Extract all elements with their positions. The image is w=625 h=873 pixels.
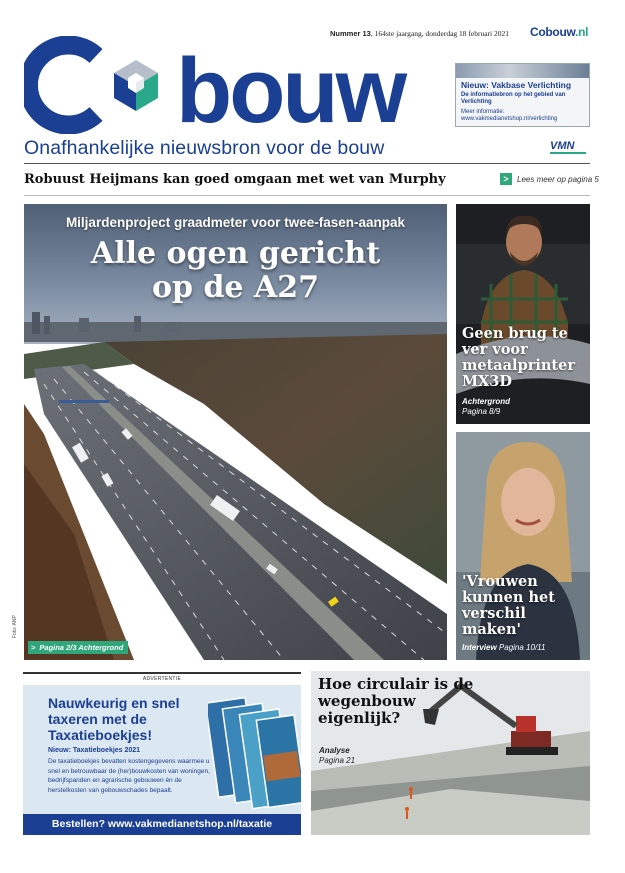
side-story-2-meta: Interview Pagina 10/11: [462, 643, 546, 652]
header-ad[interactable]: [455, 63, 590, 127]
main-story-kicker: Miljardenproject graadmeter voor twee-fasen-aanpak: [65, 215, 406, 230]
circular-road-story[interactable]: [311, 671, 590, 835]
side-story-mx3d[interactable]: [456, 204, 590, 424]
strip-read-more[interactable]: > Lees meer op pagina 5: [500, 173, 599, 185]
header-ad-subtitle: De informatiebron op het gebied van Verlichting: [461, 92, 566, 105]
taxatie-ad-body: De taxatieboekjes bevatten kostengegevens waarmee u snel en betrouwbaar de (her)bouwkosten van woningen, bedrijfspanden en agrarische gebouwen én de herstelkosten van gebouwschades bepaalt.: [48, 758, 210, 794]
header-ad-info: Meer informatie: www.vakmedianetshop.nl/verlichting: [461, 109, 558, 122]
side-story-interview[interactable]: [456, 432, 590, 660]
circular-road-meta: Analyse Pagina 21: [319, 746, 356, 765]
taxatie-ad-subhead: Nieuw: Taxatieboekjes 2021: [48, 747, 141, 754]
small-logo[interactable]: Cobouw.nl: [530, 25, 589, 39]
header-ad-title: Nieuw: Vakbase Verlichting: [461, 80, 572, 90]
main-story-title: Alle ogen gericht op de A27: [90, 236, 381, 305]
svg-text:VMN: VMN: [550, 140, 575, 152]
side-story-1-meta: Achtergrond Pagina 8/9: [462, 397, 510, 416]
issue-number: Nummer 13: [330, 29, 371, 38]
svg-text:bouw: bouw: [176, 40, 405, 134]
taxatie-ad[interactable]: [23, 685, 301, 835]
masthead-rule: [24, 163, 590, 164]
vmn-logo: [548, 138, 588, 158]
main-story[interactable]: [24, 204, 447, 660]
arrow-right-icon: >: [31, 643, 36, 652]
taxatie-ad-headline: Nauwkeurig en snel taxeren met de Taxatieboekjes!: [48, 695, 180, 743]
side-story-1-title: Geen brug te ver voor metaalprinter MX3D: [462, 325, 575, 390]
side-photo-man: [456, 204, 590, 424]
main-story-page-tag[interactable]: > Pagina 2/3 Achtergrond: [28, 641, 128, 654]
booklets-image: [208, 687, 301, 812]
side-story-2-title: 'Vrouwen kunnen het verschil maken': [462, 573, 555, 638]
strip-headline[interactable]: Robuust Heijmans kan goed omgaan met wet van Murphy: [24, 172, 446, 187]
tagline: Onafhankelijke nieuwsbron voor de bouw: [24, 137, 385, 159]
arrow-right-icon: >: [500, 173, 512, 185]
advertisement-label: ADVERTENTIE: [23, 672, 301, 682]
photo-credit: Foto: ANP: [12, 615, 18, 638]
cobouw-logo: [24, 36, 454, 134]
header-ad-image: [456, 64, 589, 78]
circular-road-title: Hoe circulair is de wegenbouw eigenlijk?: [318, 675, 474, 727]
taxatie-order-link[interactable]: Bestellen? www.vakmedianetshop.nl/taxatie: [23, 814, 301, 835]
issue-details: , 164ste jaargang, donderdag 18 februari 2021: [370, 29, 510, 38]
strip-rule: [24, 195, 590, 196]
